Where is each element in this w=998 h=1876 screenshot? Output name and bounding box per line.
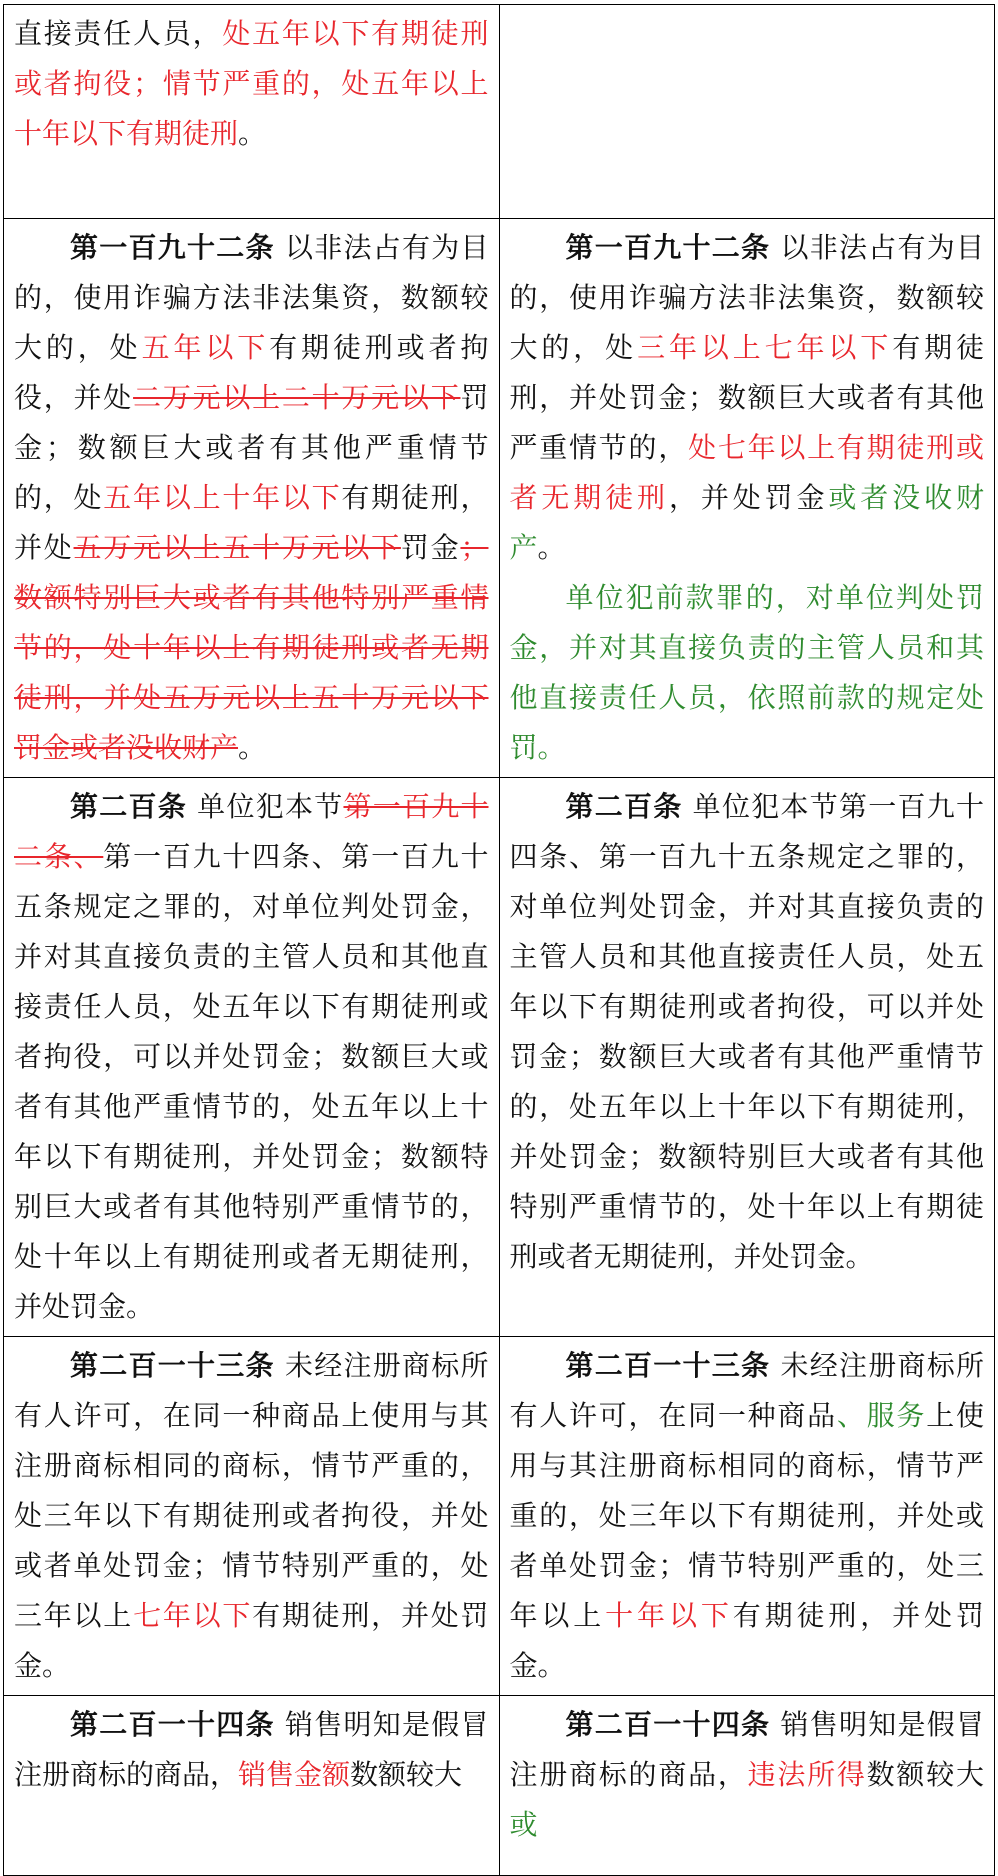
text-run: ，并处罚金 xyxy=(668,481,829,514)
old-text-cell xyxy=(4,1696,500,1876)
table-row xyxy=(4,219,995,778)
paragraph xyxy=(510,782,985,1282)
text-run: 有期徒刑，并处罚金。 xyxy=(509,1599,984,1682)
paragraph xyxy=(14,1341,489,1691)
text-run: 销售明知是假冒注册商标的商品， xyxy=(14,1708,489,1791)
paragraph xyxy=(510,573,985,773)
new-text-cell xyxy=(499,778,995,1337)
new-text-cell xyxy=(499,5,995,219)
text-run: 单位犯本节 xyxy=(187,790,344,823)
text-run: 数额较大 xyxy=(866,1758,984,1791)
paragraph xyxy=(14,782,489,1332)
article-number: 第一百九十二条 xyxy=(70,231,275,264)
text-run: 第一百九十四条、第一百九十五条规定之罪的，对单位判处罚金，并对其直接负责的主管人员和其他直接责任人员，处五年以下有期徒刑或者拘役，可以并处罚金；数额巨大或者有其他严重情节的，处五年以上十年以下有期徒刑，并处罚金；数额特别巨大或者有其他特别严重情节的，处十年以上有期徒刑或者无期徒刑，并处罚金。 xyxy=(14,840,489,1323)
text-run: 销售明知是假冒注册商标的商品， xyxy=(509,1708,984,1791)
text-run: 直接责任人员， xyxy=(14,17,223,50)
added-text: 单位犯前款罪的，对单位判处罚金，并对其直接负责的主管人员和其他直接责任人员，依照前款的规定处罚。 xyxy=(509,581,984,764)
inserted-text: 销售金额 xyxy=(238,1758,351,1791)
inserted-text: 五年以下 xyxy=(141,331,270,364)
article-number: 第二百一十四条 xyxy=(565,1708,771,1741)
paragraph xyxy=(14,223,489,773)
text-run: 单位犯本节第一百九十四条、第一百九十五条规定之罪的，对单位判处罚金，并对其直接负责的主管人员和其他直接责任人员，处五年以下有期徒刑或者拘役，可以并处罚金；数额巨大或者有其他严重情节的，处五年以上十年以下有期徒刑，并处罚金；数额特别巨大或者有其他特别严重情节的，处十年以上有期徒刑或者无期徒刑，并处罚金。 xyxy=(509,790,984,1273)
text-run: 罚金；数额巨大或者有其他严重情节的，处 xyxy=(14,381,489,514)
text-run: 。 xyxy=(537,531,566,564)
added-text: 或者没收财产 xyxy=(509,481,984,564)
text-run: 上使用与其注册商标相同的商标，情节严重的，处三年以下有期徒刑，并处或者单处罚金；情节特别严重的，处三年以上 xyxy=(509,1399,984,1632)
text-run: 以非法占有为目的，使用诈骗方法非法集资，数额较大的，处 xyxy=(14,231,489,364)
article-number: 第一百九十二条 xyxy=(565,231,771,264)
table-row xyxy=(4,5,995,219)
old-text-cell xyxy=(4,778,500,1337)
deleted-text: 二万元以上二十万元以下 xyxy=(133,381,461,414)
paragraph xyxy=(510,1700,985,1850)
text-run: 未经注册商标所有人许可，在同一种商品上使用与其注册商标相同的商标，情节严重的，处三年以下有期徒刑或者拘役，并处或者单处罚金；情节特别严重的，处三年以上 xyxy=(14,1349,489,1632)
deleted-text: ；数额特别巨大或者有其他特别严重情节的，处十年以上有期徒刑或者无期徒刑，并处五万元以上五十万元以下罚金或者没收财产 xyxy=(14,531,489,764)
new-text-cell xyxy=(499,1337,995,1696)
inserted-text: 处七年以上有期徒刑或者无期徒刑 xyxy=(509,431,984,514)
inserted-text: 五年以上十年以下 xyxy=(103,481,342,514)
text-run: 。 xyxy=(238,731,267,764)
added-text: 、服务 xyxy=(836,1399,927,1432)
table-row xyxy=(4,1696,995,1876)
new-text-cell xyxy=(499,219,995,778)
paragraph xyxy=(14,1700,489,1800)
inserted-text: 七年以下 xyxy=(133,1599,253,1632)
inserted-text: 违法所得 xyxy=(747,1758,867,1791)
inserted-text: 三年以上七年以下 xyxy=(637,331,893,364)
text-run: 数额较大 xyxy=(350,1758,463,1791)
paragraph xyxy=(510,1341,985,1691)
paragraph xyxy=(510,223,985,573)
article-number: 第二百一十四条 xyxy=(70,1708,275,1741)
article-number: 第二百一十三条 xyxy=(70,1349,275,1382)
article-number: 第二百条 xyxy=(70,790,188,823)
old-text-cell xyxy=(4,219,500,778)
added-text: 或 xyxy=(509,1808,538,1841)
text-run: 。 xyxy=(238,117,267,150)
text-run: 有期徒刑或者拘役，并处 xyxy=(14,331,489,414)
paragraph xyxy=(14,9,489,159)
text-run: 未经注册商标所有人许可，在同一种商品 xyxy=(509,1349,984,1432)
table-row xyxy=(4,778,995,1337)
text-run: 有期徒刑，并处罚金。 xyxy=(14,1599,489,1682)
text-run: 有期徒刑，并处 xyxy=(14,481,489,564)
law-comparison-table xyxy=(3,4,995,1876)
deleted-text: 第一百九十二条、 xyxy=(14,790,489,873)
old-text-cell xyxy=(4,5,500,219)
text-run: 以非法占有为目的，使用诈骗方法非法集资，数额较大的，处 xyxy=(509,231,984,364)
text-run: 罚金 xyxy=(400,531,461,564)
article-number: 第二百一十三条 xyxy=(565,1349,771,1382)
text-run: 有期徒刑，并处罚金；数额巨大或者有其他严重情节的， xyxy=(509,331,984,464)
inserted-text: 十年以下 xyxy=(605,1599,733,1632)
deleted-text: 五万元以上五十万元以下 xyxy=(73,531,401,564)
table-row xyxy=(4,1337,995,1696)
new-text-cell xyxy=(499,1696,995,1876)
old-text-cell xyxy=(4,1337,500,1696)
article-number: 第二百条 xyxy=(565,790,683,823)
inserted-text: 处五年以下有期徒刑或者拘役；情节严重的，处五年以上十年以下有期徒刑 xyxy=(14,17,489,150)
